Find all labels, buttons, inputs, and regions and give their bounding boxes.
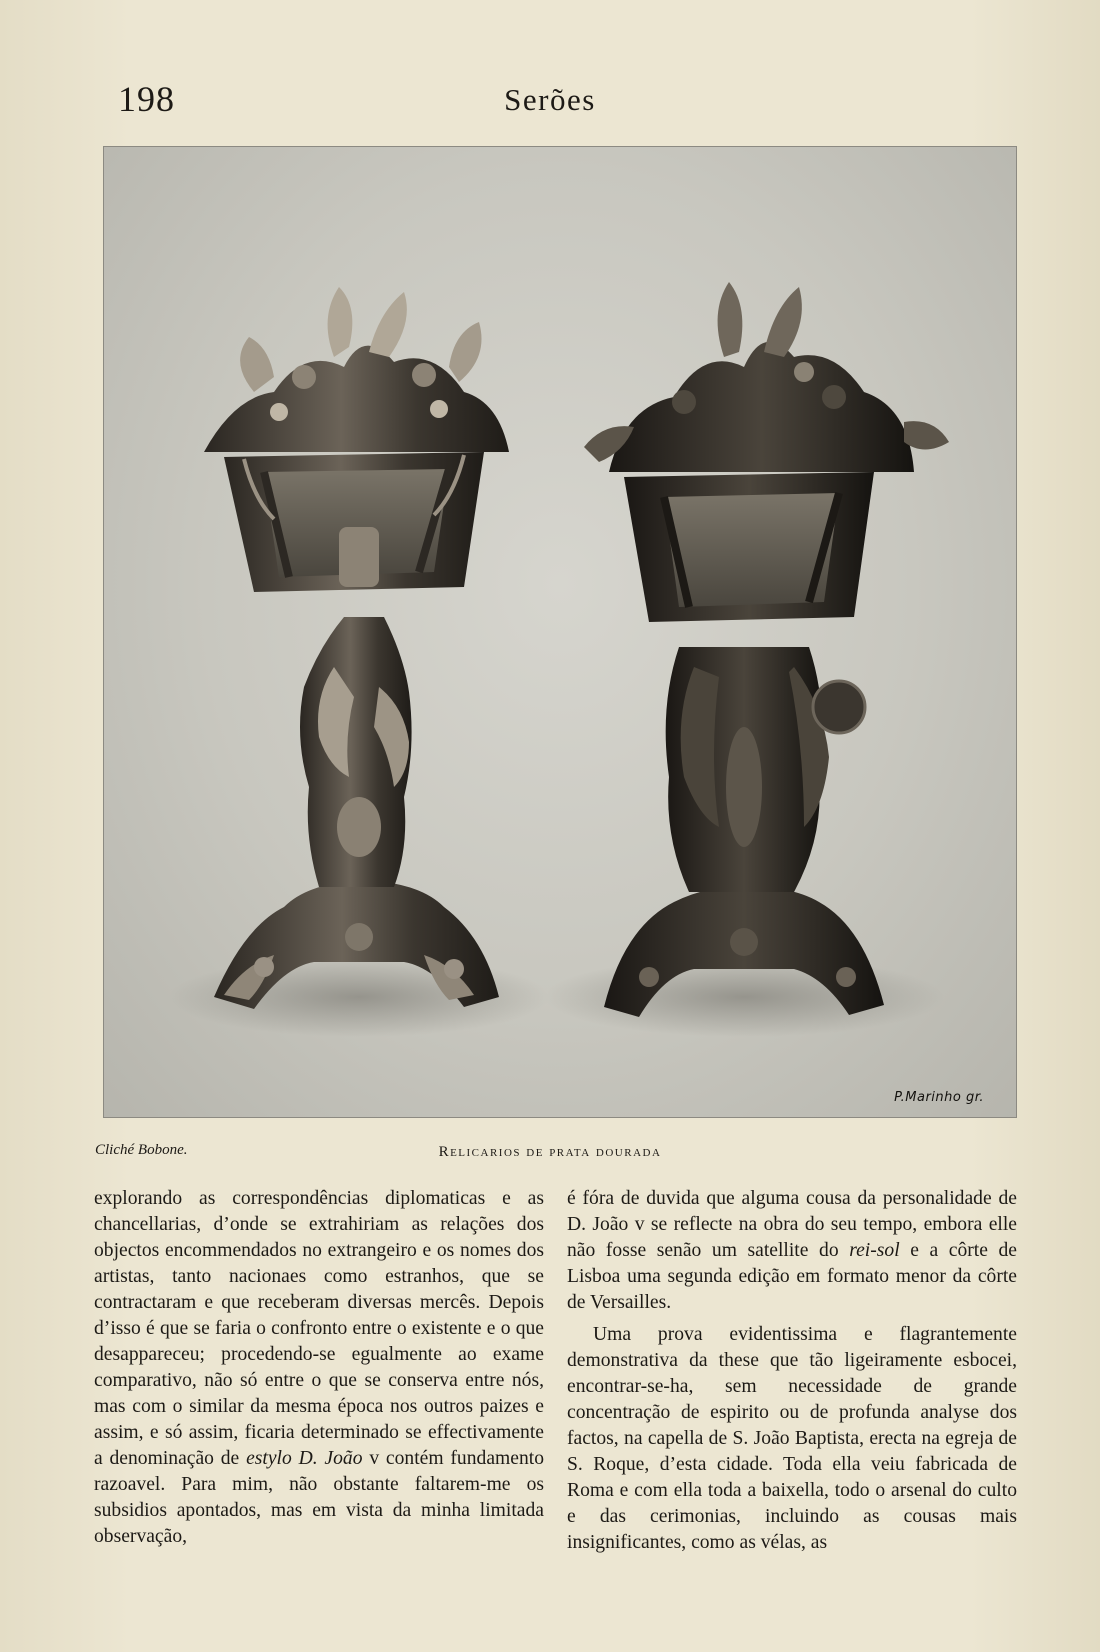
running-title: Serões bbox=[504, 82, 596, 117]
right-column bbox=[567, 1186, 1017, 1556]
right-paragraph-1 bbox=[567, 1186, 1017, 1316]
left-paragraph-text-end: v contém fundamento razoavel. Para mim, não obstante faltarem-me os subsidios apontados, mas em vista da minha limitada observação, bbox=[94, 1448, 544, 1547]
photo-credit: Cliché Bobone. bbox=[95, 1142, 188, 1158]
left-reliquary bbox=[204, 287, 509, 1009]
running-head bbox=[0, 78, 1100, 128]
left-column bbox=[94, 1186, 544, 1550]
left-paragraph bbox=[94, 1186, 544, 1550]
right-paragraph-1-text: é fóra de duvida que alguma cousa da personalidade de D. João v se reflecte na obra do seu tempo, embora elle não fosse senão um satellite do bbox=[567, 1188, 1017, 1261]
left-paragraph-emphasis: estylo D. João bbox=[246, 1448, 363, 1469]
right-paragraph-2: Uma prova evidentissima e flagrantemente demonstrativa da these que tão ligeiramente esbocei, encontrar-se-ha, sem necessidade de grande concentração de espirito ou de profunda analyse dos factos, na capella de S. João Baptista, erecta na egreja de S. Roque, d’esta cidade. Toda ella veiu fabricada de Roma e com ella toda a baixella, todo o arsenal do culto e das cerimonias, incluindo as cousas mais insignificantes, como as vélas, as bbox=[567, 1324, 1017, 1553]
figure-caption: Relicarios de prata dourada bbox=[438, 1144, 662, 1160]
page-number: 198 bbox=[118, 79, 175, 119]
engraver-signature: P.Marinho gr. bbox=[894, 1090, 984, 1105]
reliquaries-photograph bbox=[104, 147, 1016, 1117]
left-paragraph-text: explorando as correspondências diplomaticas e as chancellarias, d’onde se extrahiriam as relações dos objectos encommendados no extrangeiro e os nomes dos artistas, tanto nacionaes como estranhos, que se contractaram e que receberam diversas mercês. Depois d’isso é que se faria o confronto entre o existente e o que desappareceu; procedendo-se egualmente ao exame comparativo, não só entre o que se conserva entre nós, mas com o similar da mesma época nos outros paizes e assim, e só assim, ficaria determinado se effectivamente a denominação de bbox=[94, 1188, 544, 1469]
right-paragraph-1-text-end: e a côrte de Lisboa uma segunda edição em formato menor da côrte de Versailles. bbox=[567, 1240, 1017, 1313]
photo-plate bbox=[103, 146, 1017, 1118]
right-reliquary bbox=[584, 282, 949, 1017]
right-paragraph-1-emphasis: rei-sol bbox=[849, 1240, 900, 1261]
